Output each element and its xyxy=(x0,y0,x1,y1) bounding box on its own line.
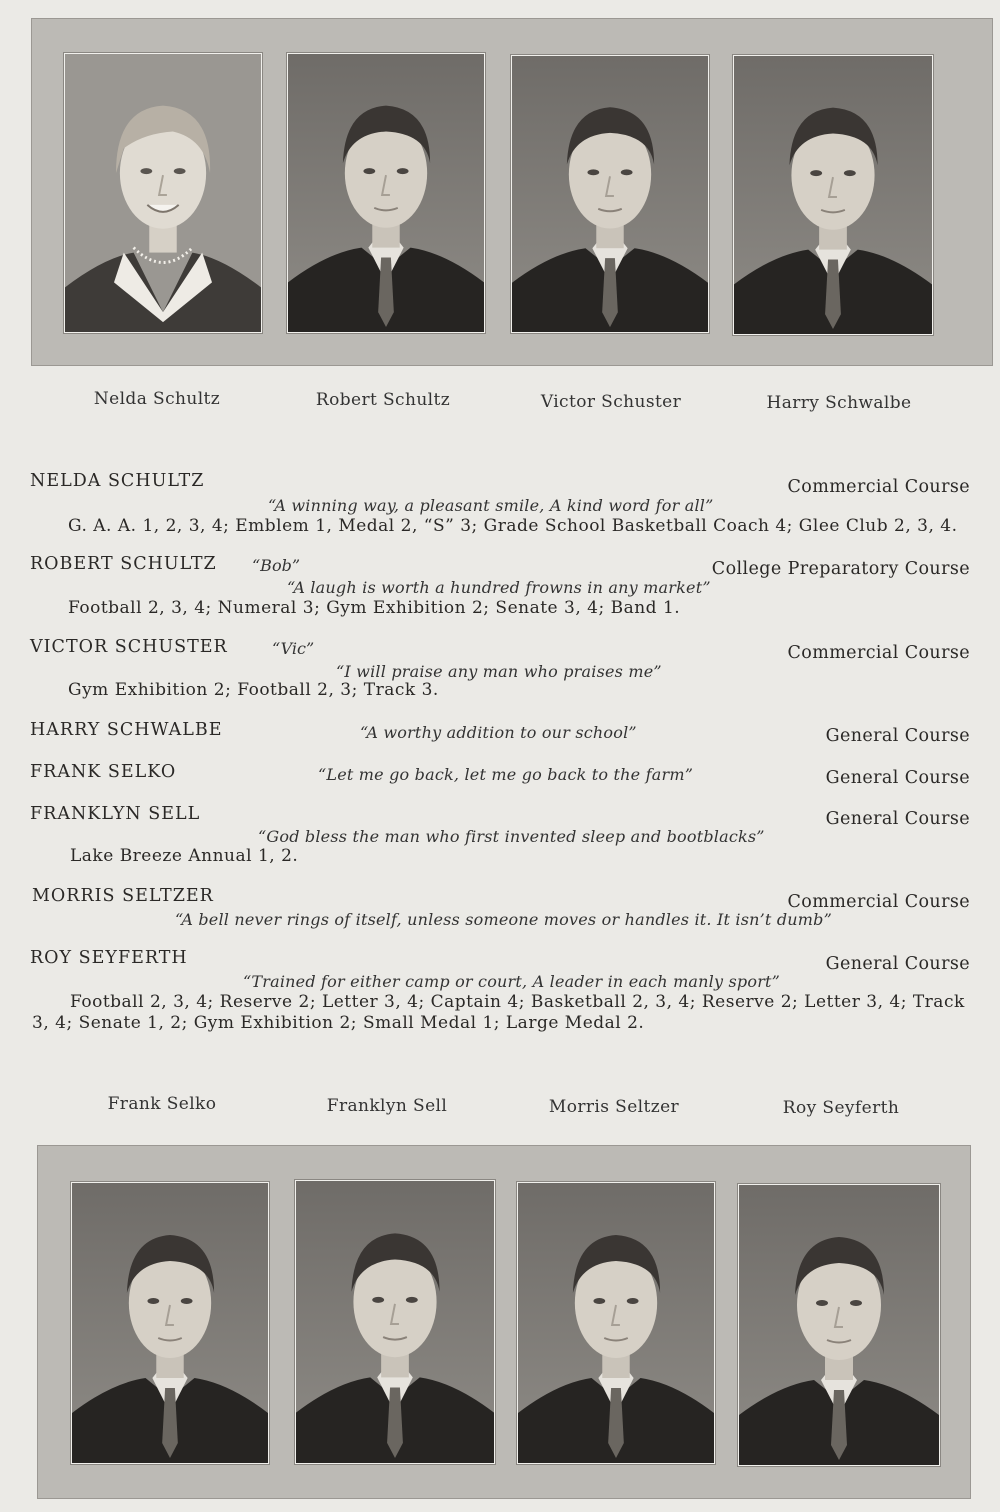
course-label: General Course xyxy=(825,768,970,788)
student-quote: “Trained for either camp or court, A leader in each manly sport” xyxy=(243,972,781,991)
photo-caption: Frank Selko xyxy=(107,1094,217,1114)
student-name: FRANKLYN SELL xyxy=(30,804,201,824)
portrait-photo-icon xyxy=(72,1183,268,1463)
photo-caption: Harry Schwalbe xyxy=(766,393,912,413)
portrait-photo xyxy=(295,1180,495,1464)
student-name: FRANK SELKO xyxy=(30,762,177,782)
student-name: VICTOR SCHUSTER xyxy=(30,637,228,657)
photo-caption: Franklyn Sell xyxy=(326,1096,448,1116)
portrait-photo xyxy=(511,55,709,333)
portrait-photo xyxy=(738,1184,940,1466)
portrait-photo xyxy=(287,53,485,333)
course-label: General Course xyxy=(825,809,970,829)
photo-caption: Morris Seltzer xyxy=(548,1097,680,1117)
student-quote: “A bell never rings of itself, unless someone moves or handles it. It isn’t dumb” xyxy=(175,910,832,929)
activities-line: Lake Breeze Annual 1, 2. xyxy=(70,846,299,866)
course-label: Commercial Course xyxy=(787,477,970,497)
portrait-photo xyxy=(517,1182,715,1464)
portrait-photo-icon xyxy=(296,1181,494,1463)
portrait-photo-icon xyxy=(734,56,932,334)
course-label: Commercial Course xyxy=(787,892,970,912)
portrait-photo-icon xyxy=(518,1183,714,1463)
nickname: “Bob” xyxy=(252,556,300,575)
activities-line: 3, 4; Senate 1, 2; Gym Exhibition 2; Small Medal 1; Large Medal 2. xyxy=(32,1013,645,1033)
portrait-photo-icon xyxy=(739,1185,939,1465)
portrait-photo xyxy=(71,1182,269,1464)
photo-caption: Nelda Schultz xyxy=(93,389,221,409)
portrait-photo-icon xyxy=(65,54,261,332)
portrait-photo-icon xyxy=(512,56,708,332)
course-label: College Preparatory Course xyxy=(711,559,970,579)
student-quote: “A winning way, a pleasant smile, A kind word for all” xyxy=(268,496,714,515)
activities-line: G. A. A. 1, 2, 3, 4; Emblem 1, Medal 2, “S” 3; Grade School Basketball Coach 4; Glee Club 2, 3, 4. xyxy=(68,516,958,536)
student-name: MORRIS SELTZER xyxy=(32,886,214,906)
student-quote: “I will praise any man who praises me” xyxy=(336,662,662,681)
bottom-photo-panel xyxy=(37,1145,971,1499)
portrait-photo xyxy=(64,53,262,333)
portrait-photo-icon xyxy=(288,54,484,332)
student-name: ROY SEYFERTH xyxy=(30,948,188,968)
course-label: General Course xyxy=(825,726,970,746)
student-name: HARRY SCHWALBE xyxy=(30,720,223,740)
activities-line: Football 2, 3, 4; Reserve 2; Letter 3, 4; Captain 4; Basketball 2, 3, 4; Reserve 2; Letter 3, 4; Track xyxy=(70,992,965,1012)
student-name: ROBERT SCHULTZ xyxy=(30,554,217,574)
student-quote: “A worthy addition to our school” xyxy=(360,723,637,742)
student-quote: “God bless the man who first invented sleep and bootblacks” xyxy=(258,827,765,846)
portrait-photo xyxy=(733,55,933,335)
photo-caption: Robert Schultz xyxy=(315,390,451,410)
student-quote: “Let me go back, let me go back to the farm” xyxy=(318,765,694,784)
student-name: NELDA SCHULTZ xyxy=(30,471,205,491)
course-label: General Course xyxy=(825,954,970,974)
activities-line: Gym Exhibition 2; Football 2, 3; Track 3. xyxy=(68,680,439,700)
student-quote: “A laugh is worth a hundred frowns in any market” xyxy=(287,578,711,597)
top-photo-panel xyxy=(31,18,993,366)
photo-caption: Victor Schuster xyxy=(540,392,682,412)
nickname: “Vic” xyxy=(272,639,315,658)
photo-caption: Roy Seyferth xyxy=(782,1098,900,1118)
course-label: Commercial Course xyxy=(787,643,970,663)
activities-line: Football 2, 3, 4; Numeral 3; Gym Exhibition 2; Senate 3, 4; Band 1. xyxy=(68,598,681,618)
